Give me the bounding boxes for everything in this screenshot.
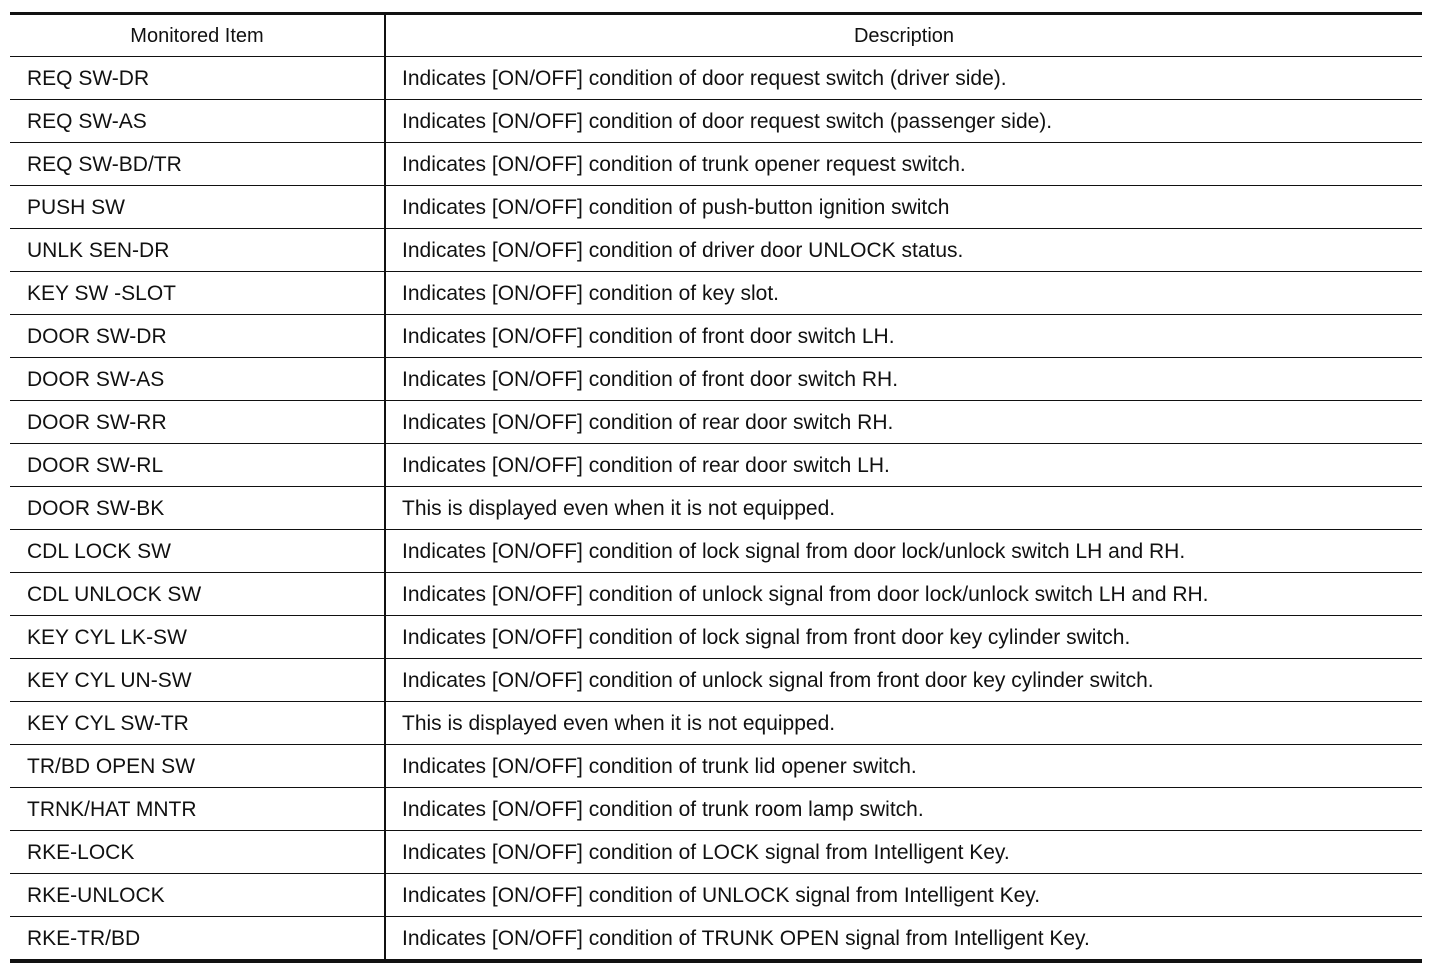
description-cell: Indicates [ON/OFF] condition of front door switch LH.	[385, 315, 1422, 358]
table-row	[10, 659, 1422, 702]
description-cell: Indicates [ON/OFF] condition of front door switch RH.	[385, 358, 1422, 401]
description-cell: Indicates [ON/OFF] condition of trunk room lamp switch.	[385, 788, 1422, 831]
description-cell: Indicates [ON/OFF] condition of push-button ignition switch	[385, 186, 1422, 229]
table-row	[10, 573, 1422, 616]
description-cell: Indicates [ON/OFF] condition of unlock signal from door lock/unlock switch LH and RH.	[385, 573, 1422, 616]
monitored-item-cell: KEY CYL SW-TR	[10, 702, 385, 745]
description-cell: Indicates [ON/OFF] condition of door request switch (driver side).	[385, 57, 1422, 100]
description-cell: Indicates [ON/OFF] condition of key slot.	[385, 272, 1422, 315]
table-row	[10, 272, 1422, 315]
monitored-item-cell: PUSH SW	[10, 186, 385, 229]
monitored-item-cell: DOOR SW-RR	[10, 401, 385, 444]
monitored-item-cell: DOOR SW-DR	[10, 315, 385, 358]
table-row	[10, 229, 1422, 272]
monitored-item-cell: DOOR SW-RL	[10, 444, 385, 487]
monitored-item-cell: RKE-UNLOCK	[10, 874, 385, 917]
monitored-item-cell: REQ SW-BD/TR	[10, 143, 385, 186]
description-cell: Indicates [ON/OFF] condition of TRUNK OPEN signal from Intelligent Key.	[402, 926, 1090, 950]
monitored-item-cell: KEY SW -SLOT	[10, 272, 385, 315]
monitored-item-cell: RKE-TR/BD	[10, 917, 385, 962]
monitored-item-cell: DOOR SW-AS	[10, 358, 385, 401]
description-cell: Indicates [ON/OFF] condition of unlock signal from front door key cylinder switch.	[385, 659, 1422, 702]
monitored-item-cell: TRNK/HAT MNTR	[10, 788, 385, 831]
table-row	[10, 186, 1422, 229]
table-row	[10, 315, 1422, 358]
description-cell: Indicates [ON/OFF] condition of lock signal from door lock/unlock switch LH and RH.	[385, 530, 1422, 573]
description-cell: Indicates [ON/OFF] condition of lock signal from front door key cylinder switch.	[385, 616, 1422, 659]
description-cell: Indicates [ON/OFF] condition of trunk lid opener switch.	[385, 745, 1422, 788]
table-row	[10, 401, 1422, 444]
table-row	[10, 444, 1422, 487]
table-row	[10, 57, 1422, 100]
description-cell: This is displayed even when it is not equipped.	[385, 702, 1422, 745]
table-row	[10, 616, 1422, 659]
description-cell: Indicates [ON/OFF] condition of LOCK signal from Intelligent Key.	[385, 831, 1422, 874]
monitored-item-cell: KEY CYL UN-SW	[10, 659, 385, 702]
table-body	[10, 57, 1422, 962]
monitored-item-cell: UNLK SEN-DR	[10, 229, 385, 272]
monitored-item-cell: KEY CYL LK-SW	[10, 616, 385, 659]
monitored-item-cell: CDL UNLOCK SW	[10, 573, 385, 616]
monitored-item-cell: CDL LOCK SW	[10, 530, 385, 573]
table-row	[10, 530, 1422, 573]
table-row	[10, 874, 1422, 917]
table-row	[10, 358, 1422, 401]
description-cell: Indicates [ON/OFF] condition of rear door switch LH.	[385, 444, 1422, 487]
description-cell: Indicates [ON/OFF] condition of door request switch (passenger side).	[385, 100, 1422, 143]
header-monitored-item: Monitored Item	[10, 14, 385, 57]
description-cell: Indicates [ON/OFF] condition of trunk opener request switch.	[385, 143, 1422, 186]
description-cell: Indicates [ON/OFF] condition of driver door UNLOCK status.	[385, 229, 1422, 272]
table-row	[10, 143, 1422, 186]
table-row	[10, 831, 1422, 874]
table-row	[10, 100, 1422, 143]
monitor-items-table	[10, 12, 1422, 963]
monitored-item-cell: DOOR SW-BK	[10, 487, 385, 530]
table-row	[10, 917, 1422, 962]
header-description: Description	[385, 14, 1422, 57]
table-row	[10, 702, 1422, 745]
table-row	[10, 487, 1422, 530]
monitored-item-cell: REQ SW-DR	[10, 57, 385, 100]
table-header-row	[10, 14, 1422, 57]
description-cell: Indicates [ON/OFF] condition of rear door switch RH.	[385, 401, 1422, 444]
description-cell: Indicates [ON/OFF] condition of UNLOCK signal from Intelligent Key.	[385, 874, 1422, 917]
monitored-item-cell: RKE-LOCK	[10, 831, 385, 874]
table-row	[10, 788, 1422, 831]
monitored-item-cell: REQ SW-AS	[10, 100, 385, 143]
description-cell: This is displayed even when it is not equipped.	[385, 487, 1422, 530]
monitored-item-cell: TR/BD OPEN SW	[10, 745, 385, 788]
table-row	[10, 745, 1422, 788]
monitor-items-table-container	[10, 12, 1422, 963]
